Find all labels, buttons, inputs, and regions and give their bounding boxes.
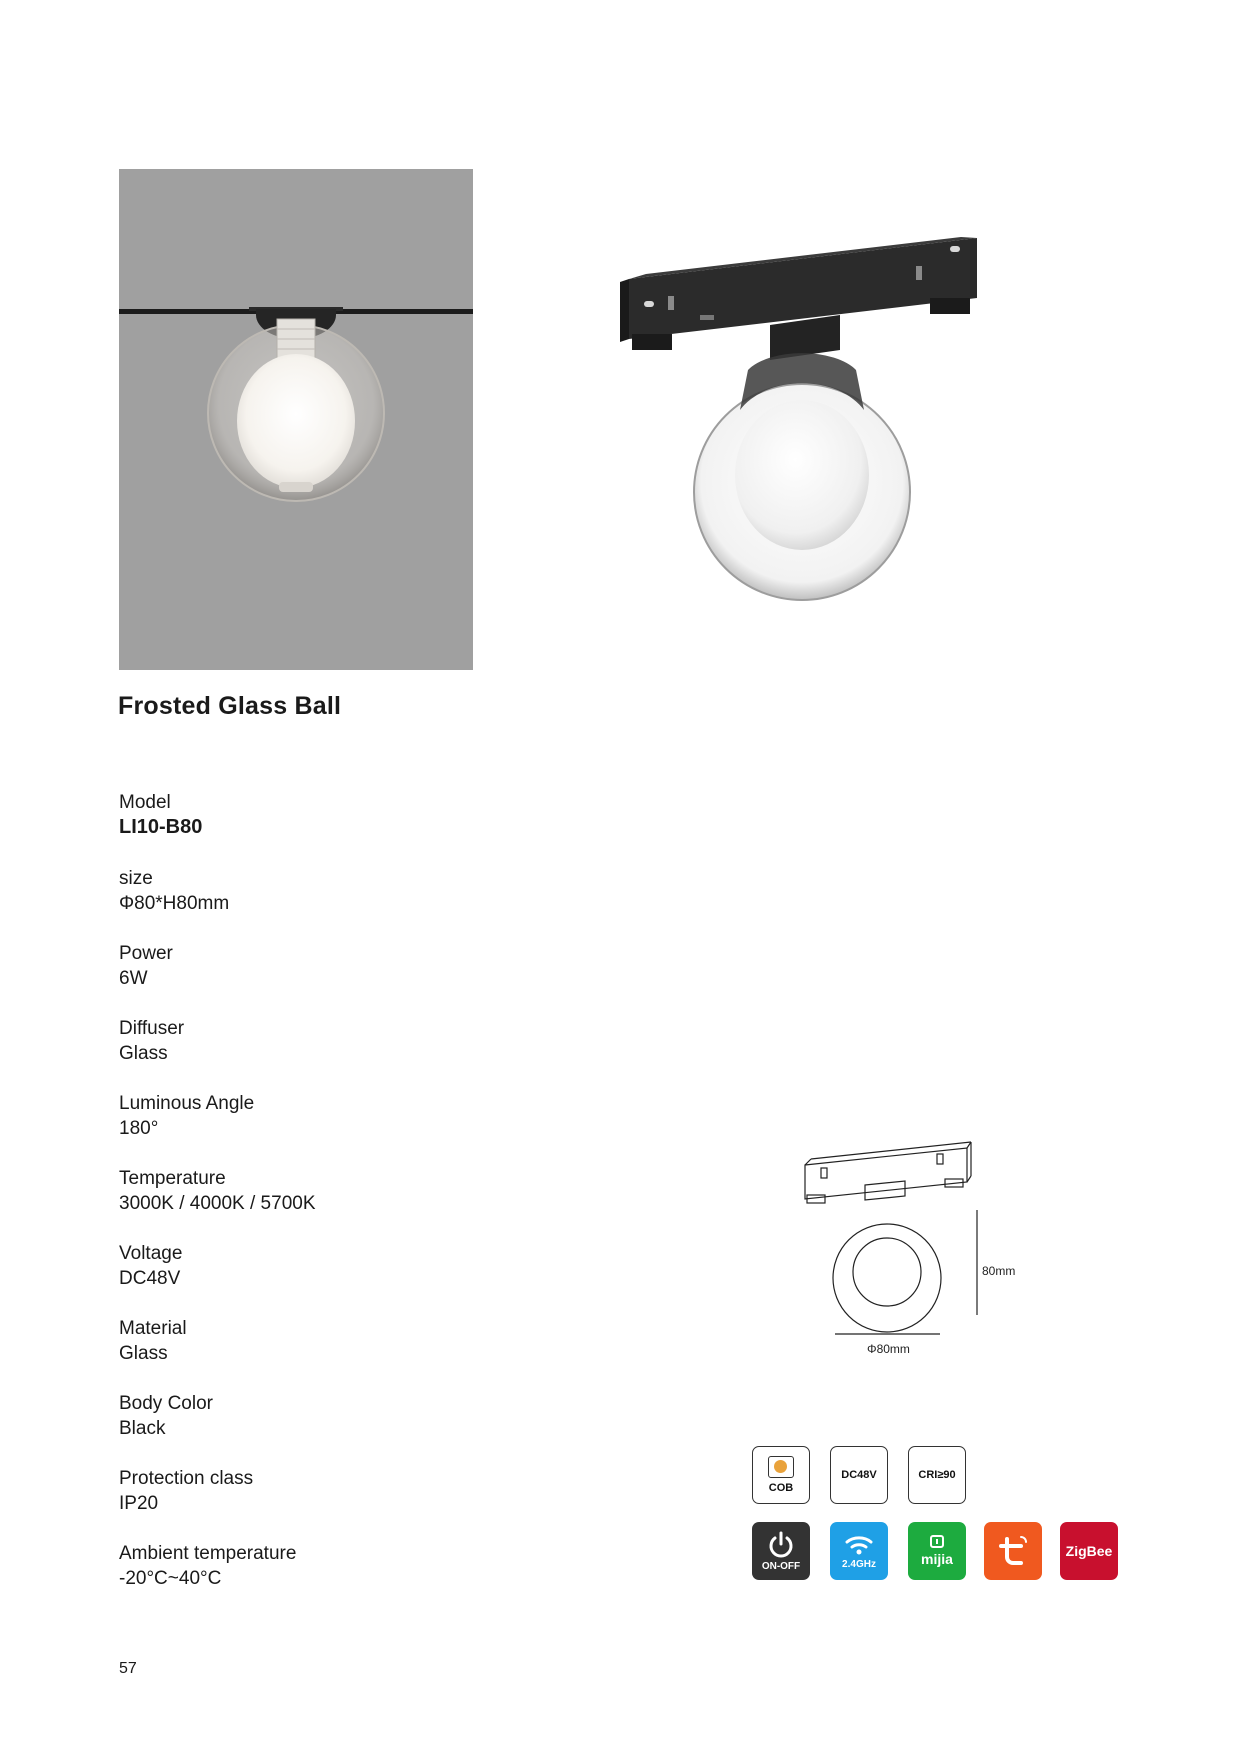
spec-value: IP20 <box>119 1493 159 1514</box>
voltage-badge <box>830 1446 888 1504</box>
spec-luminous-angle <box>119 1091 254 1141</box>
spec-value: Black <box>119 1418 166 1439</box>
wifi-badge <box>830 1522 888 1580</box>
spec-value: 180° <box>119 1118 159 1139</box>
spec-diffuser <box>119 1016 184 1066</box>
spec-model <box>119 790 202 840</box>
spec-size <box>119 866 229 916</box>
onoff-badge <box>752 1522 810 1580</box>
wifi-label: 2.4GHz <box>842 1558 876 1570</box>
spec-power <box>119 941 173 991</box>
product-photo <box>119 169 473 670</box>
dimension-diameter-label: Φ80mm <box>867 1342 910 1356</box>
mijia-label: mijia <box>921 1551 953 1567</box>
spec-label: Diffuser <box>119 1018 185 1039</box>
spec-label: Material <box>119 1318 187 1339</box>
spec-value: Glass <box>119 1043 168 1064</box>
cob-chip-icon <box>768 1456 794 1478</box>
zigbee-label: ZigBee <box>1065 1543 1113 1559</box>
cri-badge <box>908 1446 966 1504</box>
spec-ambient-temperature <box>119 1541 296 1591</box>
spec-label: Power <box>119 943 173 964</box>
mijia-badge <box>908 1522 966 1580</box>
mijia-icon <box>929 1535 945 1549</box>
cob-label: COB <box>768 1482 794 1494</box>
cri-label: CRI≥90 <box>918 1469 956 1481</box>
product-title: Frosted Glass Ball <box>118 692 342 720</box>
spec-voltage <box>119 1241 182 1291</box>
power-icon <box>767 1530 795 1558</box>
spec-value: DC48V <box>119 1268 181 1289</box>
spec-label: size <box>119 868 153 889</box>
cob-badge <box>752 1446 810 1504</box>
spec-value: 3000K / 4000K / 5700K <box>119 1193 316 1214</box>
tuya-icon <box>995 1533 1031 1569</box>
product-render <box>620 230 990 610</box>
spec-value: -20°C~40°C <box>119 1568 222 1589</box>
spec-label: Protection class <box>119 1468 254 1489</box>
spec-value: Φ80*H80mm <box>119 893 230 914</box>
page-number: 57 <box>119 1660 137 1677</box>
dimension-height-label: 80mm <box>982 1264 1016 1278</box>
spec-value: Glass <box>119 1343 168 1364</box>
zigbee-badge <box>1060 1522 1118 1580</box>
spec-material <box>119 1316 187 1366</box>
spec-label: Model <box>119 792 171 813</box>
spec-label: Body Color <box>119 1393 213 1414</box>
wifi-icon <box>844 1533 874 1555</box>
spec-label: Ambient temperature <box>119 1543 297 1564</box>
spec-temperature <box>119 1166 316 1216</box>
spec-value: LI10-B80 <box>119 816 203 838</box>
tuya-badge <box>984 1522 1042 1580</box>
onoff-label: ON-OFF <box>761 1561 801 1572</box>
spec-label: Temperature <box>119 1168 226 1189</box>
spec-protection-class <box>119 1466 253 1516</box>
spec-value: 6W <box>119 968 148 989</box>
spec-label: Voltage <box>119 1243 183 1264</box>
spec-label: Luminous Angle <box>119 1093 255 1114</box>
spec-body-color <box>119 1391 213 1441</box>
dimension-drawing <box>795 1140 1035 1360</box>
voltage-label: DC48V <box>841 1469 877 1481</box>
